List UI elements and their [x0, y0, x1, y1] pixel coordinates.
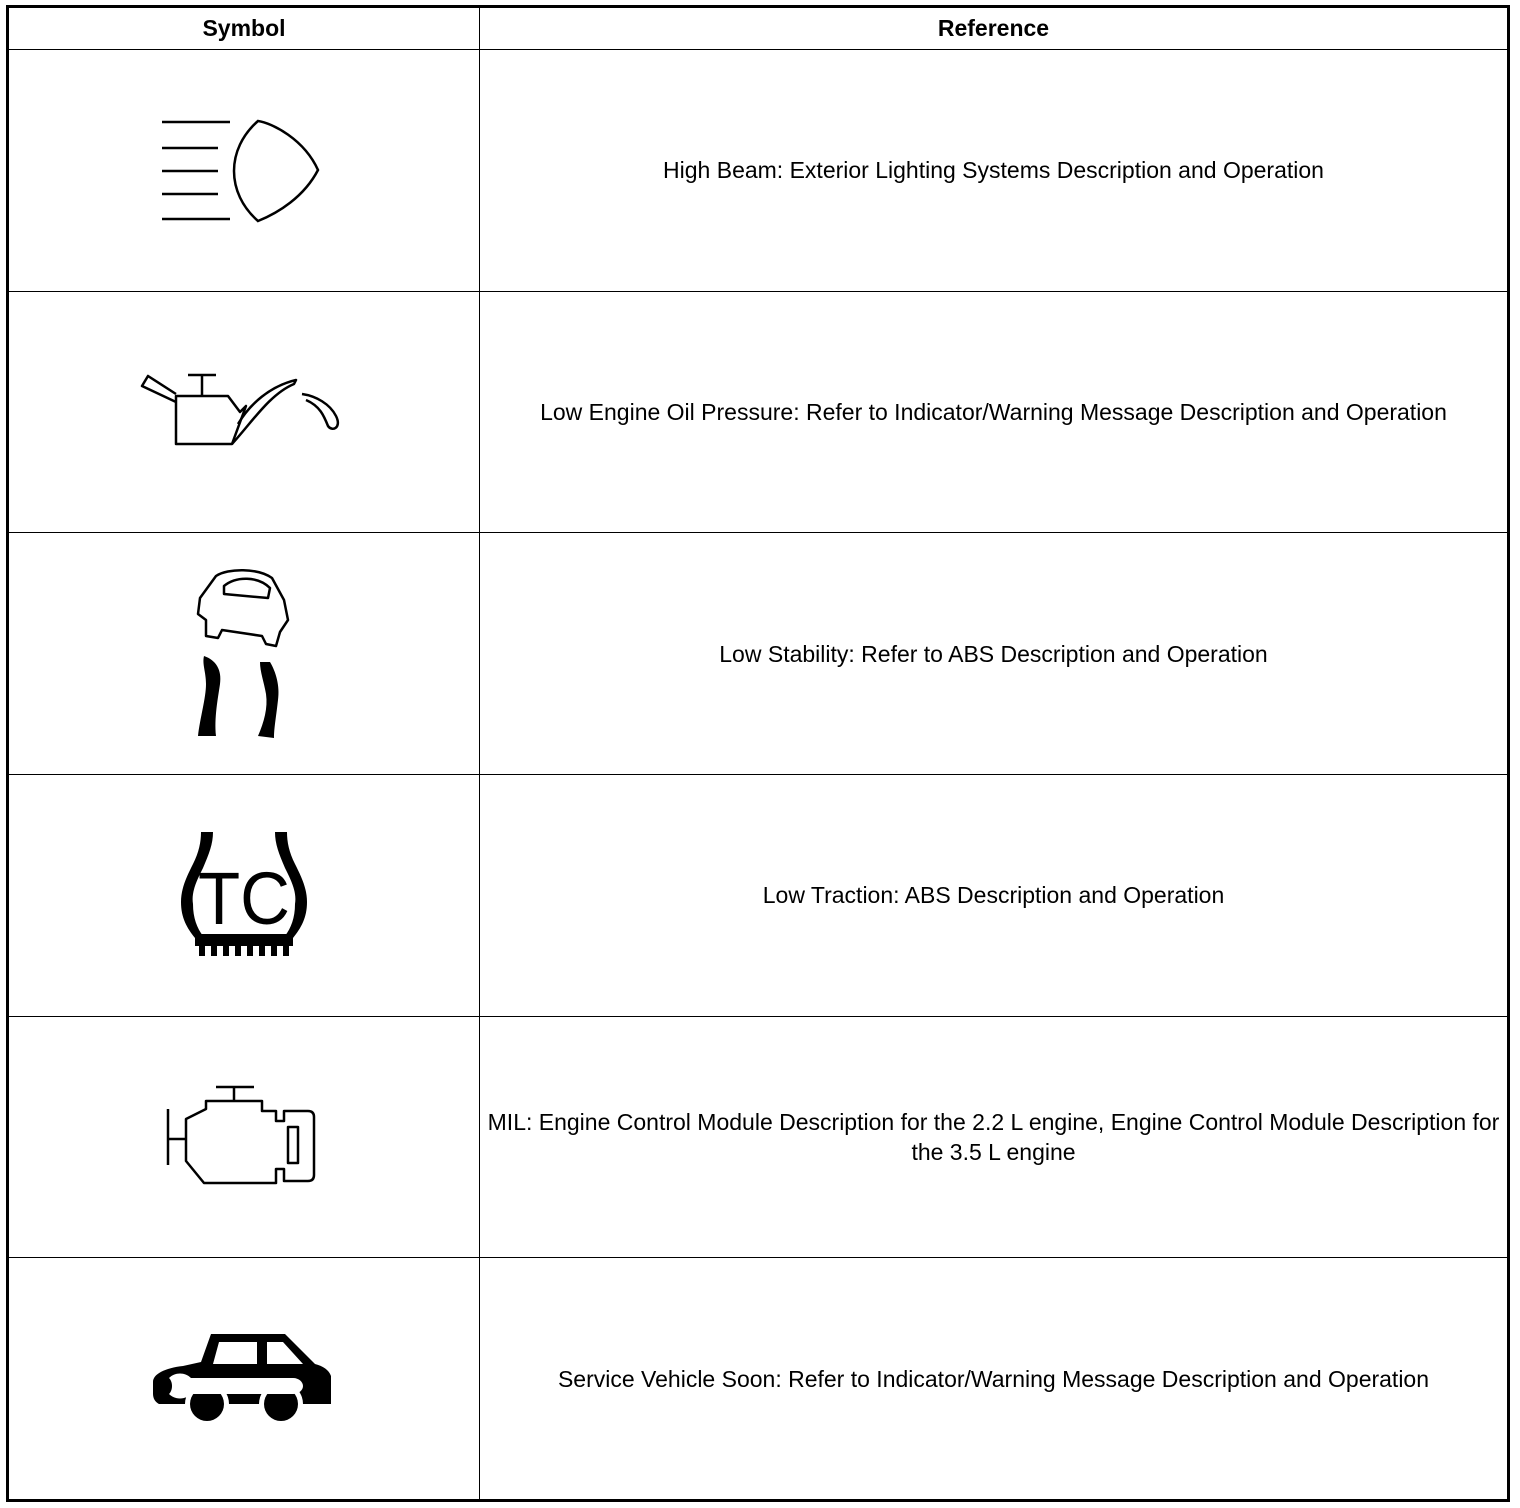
skidding-car-icon: [194, 568, 294, 740]
table-row: [8, 291, 1509, 533]
symbol-cell: [8, 1258, 480, 1501]
reference-cell: Low Traction: ABS Description and Operation: [480, 774, 1509, 1016]
header-row: [8, 7, 1509, 50]
oil-can-icon: [134, 372, 354, 452]
symbol-reference-table: [6, 5, 1510, 1502]
table-row: [8, 774, 1509, 1016]
symbol-cell: [8, 291, 480, 533]
reference-cell: High Beam: Exterior Lighting Systems Description and Operation: [480, 50, 1509, 292]
symbol-cell: [8, 50, 480, 292]
traction-control-label: TC: [198, 857, 290, 941]
engine-outline-icon: [164, 1085, 324, 1189]
car-wrench-icon: [153, 1332, 335, 1426]
symbol-cell: [8, 774, 480, 1016]
reference-cell: Service Vehicle Soon: Refer to Indicator/Warning Message Description and Operation: [480, 1258, 1509, 1501]
traction-control-icon: [179, 830, 309, 960]
reference-column-header: Reference: [480, 7, 1509, 50]
reference-cell: Low Stability: Refer to ABS Description and Operation: [480, 533, 1509, 775]
high-beam-icon: [154, 115, 334, 225]
table-row: [8, 50, 1509, 292]
symbol-column-header: Symbol: [8, 7, 480, 50]
table-row: [8, 533, 1509, 775]
reference-cell: MIL: Engine Control Module Description for the 2.2 L engine, Engine Control Module Description for the 3.5 L engine: [480, 1016, 1509, 1258]
table-row: [8, 1258, 1509, 1501]
symbol-cell: [8, 1016, 480, 1258]
table-row: [8, 1016, 1509, 1258]
symbol-cell: [8, 533, 480, 775]
reference-cell: Low Engine Oil Pressure: Refer to Indicator/Warning Message Description and Operation: [480, 291, 1509, 533]
